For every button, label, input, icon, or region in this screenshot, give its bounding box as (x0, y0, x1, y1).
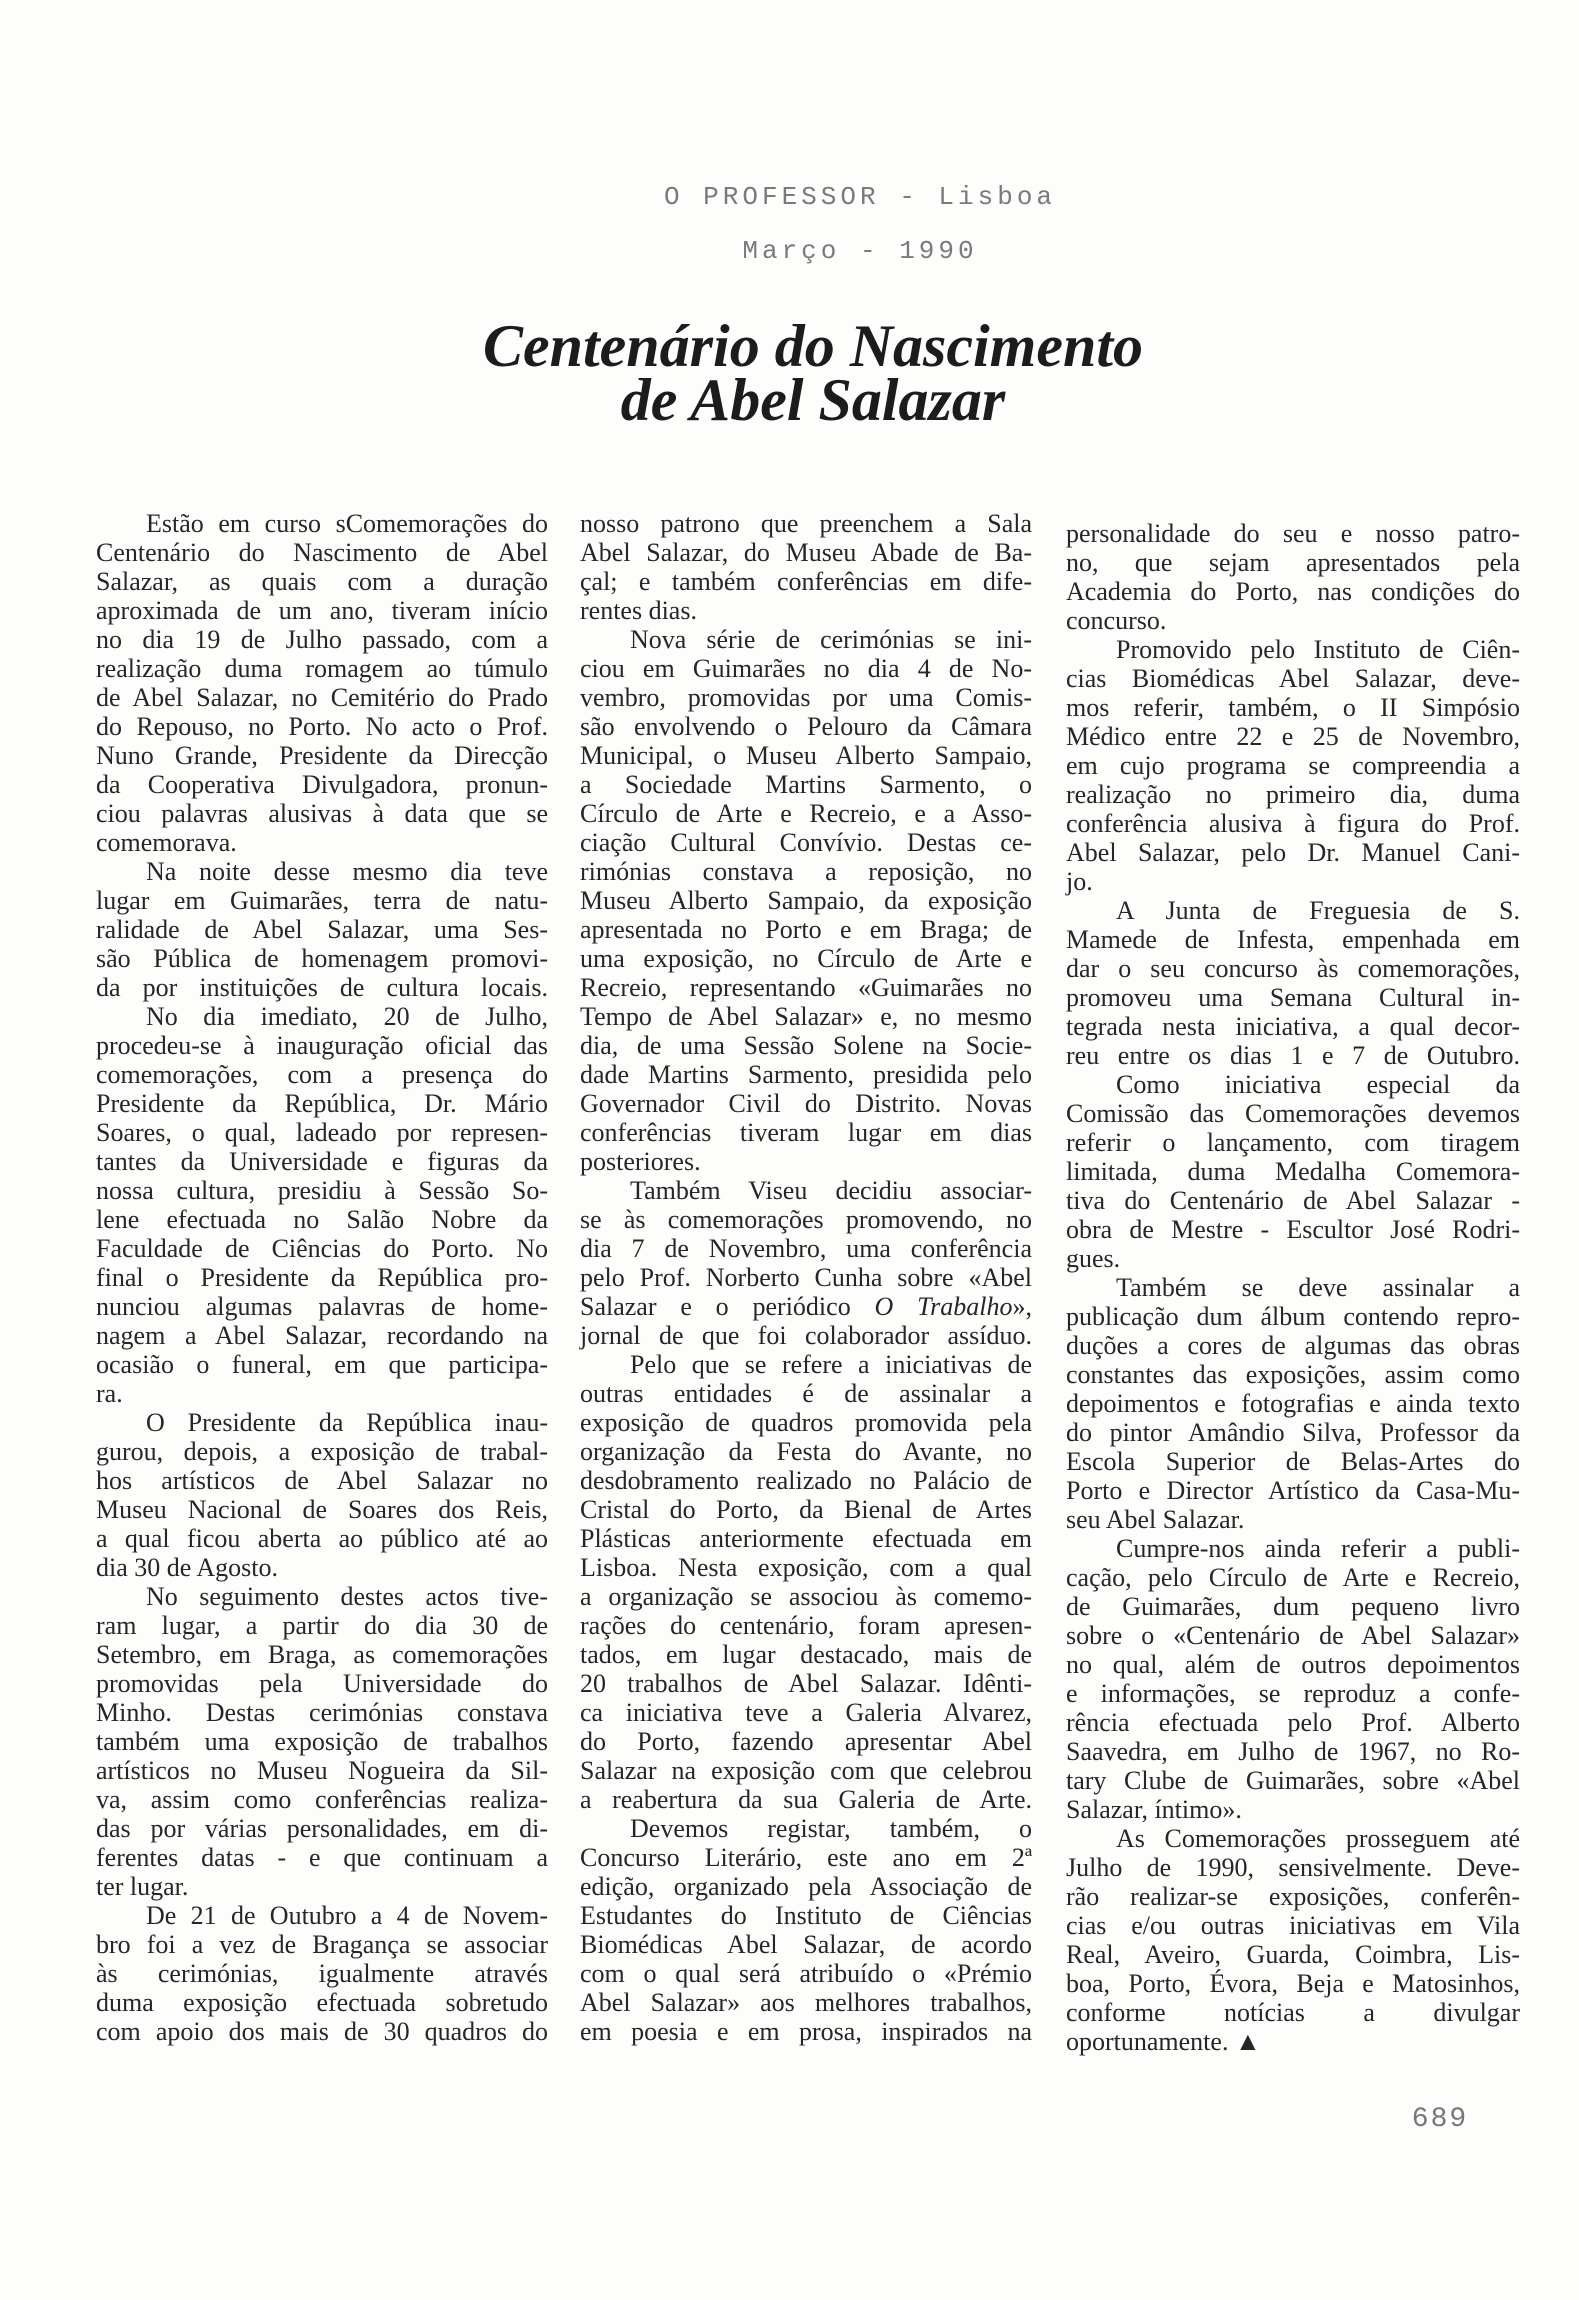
article-line: vembro, promovidas por uma Comis- (580, 683, 1032, 712)
article-line: tegrada nesta iniciativa, a qual decor- (1066, 1012, 1520, 1041)
article-line: com apoio dos mais de 30 quadros do (96, 2017, 548, 2046)
article-paragraph (1066, 1070, 1520, 1273)
article-line: Saavedra, em Julho de 1967, no Ro- (1066, 1737, 1520, 1766)
article-line: se às comemorações promovendo, no (580, 1205, 1032, 1234)
article-paragraph (580, 509, 1032, 625)
article-line: de Abel Salazar, no Cemitério do Prado (96, 683, 548, 712)
title-line-2: de Abel Salazar (620, 367, 1006, 433)
article-line: Plásticas anteriormente efectuada em (580, 1524, 1032, 1553)
article-line: às cerimónias, igualmente através (96, 1959, 548, 1988)
article-line: seu Abel Salazar. (1066, 1505, 1245, 1534)
article-line: da Cooperativa Divulgadora, pronun- (96, 770, 548, 799)
article-line: bro foi a vez de Bragança se associar (96, 1930, 548, 1959)
article-line: 20 trabalhos de Abel Salazar. Idênti- (580, 1669, 1032, 1698)
article-paragraph (96, 1408, 548, 1582)
article-line: comemorava. (96, 828, 237, 857)
article-line: Recreio, representando «Guimarães no (580, 973, 1032, 1002)
article-paragraph (96, 1901, 548, 2046)
article-line: a organização se associou às comemo- (580, 1582, 1032, 1611)
article-line: em poesia e em prosa, inspirados na (580, 2017, 1032, 2046)
article-line: Porto e Director Artístico da Casa-Mu- (1066, 1476, 1520, 1505)
article-line: ra. (96, 1379, 123, 1408)
article-line: gurou, depois, a exposição de trabal- (96, 1437, 548, 1466)
article-column-2 (580, 509, 1032, 2046)
article-line: são Pública de homenagem promovi- (96, 944, 548, 973)
article-line: conferência alusiva à figura do Prof. (1066, 809, 1520, 838)
article-line: ciação Cultural Convívio. Destas ce- (580, 828, 1032, 857)
article-line: lene efectuada no Salão Nobre da (96, 1205, 548, 1234)
article-line: duma exposição efectuada sobretudo (96, 1988, 548, 2017)
article-line: nossa cultura, presidiu à Sessão So- (96, 1176, 548, 1205)
article-line: çal; e também conferências em dife- (580, 567, 1032, 596)
article-line: Nova série de cerimónias se ini- (630, 625, 1032, 654)
article-line: procedeu-se à inauguração oficial das (96, 1031, 548, 1060)
article-line: também uma exposição de trabalhos (96, 1727, 548, 1756)
article-line: são envolvendo o Pelouro da Câmara (580, 712, 1032, 741)
article-line: nunciou algumas palavras de home- (96, 1292, 548, 1321)
article-line: das por várias personalidades, em di- (96, 1814, 548, 1843)
article-line: limitada, duma Medalha Comemora- (1066, 1157, 1520, 1186)
article-line: uma exposição, no Círculo de Arte e (580, 944, 1032, 973)
article-line: aproximada de um ano, tiveram início (96, 596, 548, 625)
article-line: oportunamente. ▲ (1066, 2027, 1261, 2056)
article-line: Como iniciativa especial da (1116, 1070, 1520, 1099)
article-line: No seguimento destes actos tive- (146, 1582, 548, 1611)
article-paragraph (96, 509, 548, 857)
article-line: Cumpre-nos ainda referir a publi- (1116, 1534, 1520, 1563)
article-line: desdobramento realizado no Palácio de (580, 1466, 1032, 1495)
article-line: pelo Prof. Norberto Cunha sobre «Abel (580, 1263, 1032, 1292)
article-line: mos referir, também, o II Simpósio (1066, 693, 1520, 722)
article-column-3 (1066, 519, 1520, 2056)
article-line: Também Viseu decidiu associar- (630, 1176, 1032, 1205)
article-line: com o qual será atribuído o «Prémio (580, 1959, 1032, 1988)
article-line: conferências tiveram lugar em dias (580, 1118, 1032, 1147)
article-line: Julho de 1990, sensivelmente. Deve- (1066, 1853, 1520, 1882)
article-line: rimónias constava a reposição, no (580, 857, 1032, 886)
article-line: Abel Salazar, do Museu Abade de Ba- (580, 538, 1032, 567)
article-line: concurso. (1066, 606, 1167, 635)
article-line: ram lugar, a partir do dia 30 de (96, 1611, 548, 1640)
article-paragraph (1066, 896, 1520, 1070)
article-line: Nuno Grande, Presidente da Direcção (96, 741, 548, 770)
article-line: Comissão das Comemorações devemos (1066, 1099, 1520, 1128)
article-line: da por instituições de cultura locais. (96, 973, 548, 1002)
article-line: ciou palavras alusivas à data que se (96, 799, 548, 828)
line-segment: », (1012, 1292, 1032, 1321)
article-line: realização duma romagem ao túmulo (96, 654, 548, 683)
article-line: exposição de quadros promovida pela (580, 1408, 1032, 1437)
article-line: obra de Mestre - Escultor José Rodri- (1066, 1215, 1520, 1244)
article-line: rão realizar-se exposições, conferên- (1066, 1882, 1520, 1911)
title-line-1: Centenário do Nascimento (482, 313, 1144, 379)
article-line: outras entidades é de assinalar a (580, 1379, 1032, 1408)
article-line: Na noite desse mesmo dia teve (146, 857, 548, 886)
article-line: depoimentos e fotografias e ainda texto (1066, 1389, 1520, 1418)
article-line: Círculo de Arte e Recreio, e a Asso- (580, 799, 1032, 828)
article-line: Faculdade de Ciências do Porto. No (96, 1234, 548, 1263)
article-line: referir o lançamento, com tiragem (1066, 1128, 1520, 1157)
article-line: jo. (1066, 867, 1093, 896)
article-paragraph (1066, 1824, 1520, 2056)
article-line: lugar em Guimarães, terra de natu- (96, 886, 548, 915)
article-line: As Comemorações prosseguem até (1116, 1824, 1520, 1853)
article-line: Salazar na exposição com que celebrou (580, 1756, 1032, 1785)
article-line: Cristal do Porto, da Bienal de Artes (580, 1495, 1032, 1524)
article-line: organização da Festa do Avante, no (580, 1437, 1032, 1466)
article-line: reu entre os dias 1 e 7 de Outubro. (1066, 1041, 1520, 1070)
article-line: Abel Salazar, pelo Dr. Manuel Cani- (1066, 838, 1520, 867)
italic-title: O Trabalho (874, 1292, 1013, 1321)
article-line: Abel Salazar» aos melhores trabalhos, (580, 1988, 1032, 2017)
article-line: ciou em Guimarães no dia 4 de No- (580, 654, 1032, 683)
article-line: final o Presidente da República pro- (96, 1263, 548, 1292)
article-line: Também se deve assinalar a (1116, 1273, 1520, 1302)
article-line: comemorações, com a presença do (96, 1060, 548, 1089)
article-line: Escola Superior de Belas-Artes do (1066, 1447, 1520, 1476)
article-line: Academia do Porto, nas condições do (1066, 577, 1520, 606)
article-line: Promovido pelo Instituto de Ciên- (1116, 635, 1520, 664)
article-line: promoveu uma Semana Cultural in- (1066, 983, 1520, 1012)
article-line: e informações, se reproduz a confe- (1066, 1679, 1520, 1708)
article-line: Estudantes do Instituto de Ciências (580, 1901, 1032, 1930)
article-line: a Sociedade Martins Sarmento, o (580, 770, 1032, 799)
article-line: rência efectuada pelo Prof. Alberto (1066, 1708, 1520, 1737)
article-line: Setembro, em Braga, as comemorações (96, 1640, 548, 1669)
article-line: Biomédicas Abel Salazar, de acordo (580, 1930, 1032, 1959)
article-line: cias e/ou outras iniciativas em Vila (1066, 1911, 1520, 1940)
article-line: no dia 19 de Julho passado, com a (96, 625, 548, 654)
article-line: Estão em curso sComemorações do (146, 509, 548, 538)
article-paragraph (580, 625, 1032, 1176)
article-paragraph (580, 1350, 1032, 1814)
article-line: Médico entre 22 e 25 de Novembro, (1066, 722, 1520, 751)
article-line: tiva do Centenário de Abel Salazar - (1066, 1186, 1520, 1215)
article-paragraph (96, 1002, 548, 1408)
article-line (580, 1292, 1032, 1321)
article-line: rações do centenário, foram apresen- (580, 1611, 1032, 1640)
article-line: Concurso Literário, este ano em 2ª (580, 1843, 1032, 1872)
article-line: Museu Alberto Sampaio, da exposição (580, 886, 1032, 915)
article-line: tary Clube de Guimarães, sobre «Abel (1066, 1766, 1520, 1795)
article-line: artísticos no Museu Nogueira da Sil- (96, 1756, 548, 1785)
article-line: Devemos registar, também, o (630, 1814, 1032, 1843)
article-paragraph (96, 1582, 548, 1901)
article-line: no, que sejam apresentados pela (1066, 548, 1520, 577)
article-line: De 21 de Outubro a 4 de Novem- (146, 1901, 548, 1930)
article-line: hos artísticos de Abel Salazar no (96, 1466, 548, 1495)
article-title (100, 313, 1526, 433)
article-line: gues. (1066, 1244, 1121, 1273)
article-paragraph (580, 1814, 1032, 2046)
article-paragraph (1066, 635, 1520, 896)
article-line: cias Biomédicas Abel Salazar, deve- (1066, 664, 1520, 693)
article-line: Minho. Destas cerimónias constava (96, 1698, 548, 1727)
article-line: do Repouso, no Porto. No acto o Prof. (96, 712, 548, 741)
article-paragraph (96, 857, 548, 1002)
article-line: ca iniciativa teve a Galeria Alvarez, (580, 1698, 1032, 1727)
article-line: Lisboa. Nesta exposição, com a qual (580, 1553, 1032, 1582)
article-line: boa, Porto, Évora, Beja e Matosinhos, (1066, 1969, 1520, 1998)
article-paragraph (580, 1176, 1032, 1350)
article-line: promovidas pela Universidade do (96, 1669, 548, 1698)
article-line: A Junta de Freguesia de S. (1116, 896, 1520, 925)
article-line: sobre o «Centenário de Abel Salazar» (1066, 1621, 1520, 1650)
article-paragraph (1066, 519, 1520, 635)
article-line: dia, de uma Sessão Solene na Socie- (580, 1031, 1032, 1060)
publication-header: O PROFESSOR - Lisboa (663, 182, 1057, 212)
article-line: No dia imediato, 20 de Julho, (146, 1002, 548, 1031)
article-line: Pelo que se refere a iniciativas de (630, 1350, 1032, 1379)
article-line: nosso patrono que preenchem a Sala (580, 509, 1032, 538)
article-line: publicação dum álbum contendo repro- (1066, 1302, 1520, 1331)
article-paragraph (1066, 1534, 1520, 1824)
article-line: duções a cores de algumas das obras (1066, 1331, 1520, 1360)
article-line: Soares, o qual, ladeado por represen- (96, 1118, 548, 1147)
article-line: Salazar, as quais com a duração (96, 567, 548, 596)
article-line: tados, em lugar destacado, mais de (580, 1640, 1032, 1669)
article-line: Centenário do Nascimento de Abel (96, 538, 548, 567)
article-line: de Guimarães, dum pequeno livro (1066, 1592, 1520, 1621)
article-line: dia 30 de Agosto. (96, 1553, 278, 1582)
article-line: Municipal, o Museu Alberto Sampaio, (580, 741, 1032, 770)
article-line: dar o seu concurso às comemorações, (1066, 954, 1520, 983)
article-line: Presidente da República, Dr. Mário (96, 1089, 548, 1118)
article-line: ferentes datas - e que continuam a (96, 1843, 548, 1872)
article-line: ralidade de Abel Salazar, uma Ses- (96, 915, 548, 944)
article-line: O Presidente da República inau- (146, 1408, 548, 1437)
issue-date: Março - 1990 (742, 236, 978, 266)
article-line: em cujo programa se compreendia a (1066, 751, 1520, 780)
article-line: dia 7 de Novembro, uma conferência (580, 1234, 1032, 1263)
article-paragraph (1066, 1273, 1520, 1534)
line-segment: Salazar e o periódico (580, 1292, 875, 1321)
article-line: no qual, além de outros depoimentos (1066, 1650, 1520, 1679)
article-column-1 (96, 509, 548, 2046)
article-line: Real, Aveiro, Guarda, Coimbra, Lis- (1066, 1940, 1520, 1969)
article-line: posteriores. (580, 1147, 701, 1176)
article-line: jornal de que foi colaborador assíduo. (580, 1321, 1032, 1350)
article-line: va, assim como conferências realiza- (96, 1785, 548, 1814)
article-line: realização no primeiro dia, duma (1066, 780, 1520, 809)
article-line: personalidade do seu e nosso patro- (1066, 519, 1520, 548)
article-line: a qual ficou aberta ao público até ao (96, 1524, 548, 1553)
article-line: ocasião o funeral, em que participa- (96, 1350, 548, 1379)
article-line: edição, organizado pela Associação de (580, 1872, 1032, 1901)
article-line: Salazar, íntimo». (1066, 1795, 1242, 1824)
article-line: constantes das exposições, assim como (1066, 1360, 1520, 1389)
article-line: do Porto, fazendo apresentar Abel (580, 1727, 1032, 1756)
article-line: rentes dias. (580, 596, 697, 625)
article-line: cação, pelo Círculo de Arte e Recreio, (1066, 1563, 1520, 1592)
article-line: do pintor Amândio Silva, Professor da (1066, 1418, 1520, 1447)
article-line: Museu Nacional de Soares dos Reis, (96, 1495, 548, 1524)
article-line: Mamede de Infesta, empenhada em (1066, 925, 1520, 954)
article-line: tantes da Universidade e figuras da (96, 1147, 548, 1176)
article-line: nagem a Abel Salazar, recordando na (96, 1321, 548, 1350)
article-line: Governador Civil do Distrito. Novas (580, 1089, 1032, 1118)
article-line: ter lugar. (96, 1872, 189, 1901)
article-line: Tempo de Abel Salazar» e, no mesmo (580, 1002, 1032, 1031)
article-line: apresentada no Porto e em Braga; de (580, 915, 1032, 944)
article-line: conforme notícias a divulgar (1066, 1998, 1520, 2027)
page-number: 689 (1411, 2104, 1469, 2135)
article-line: dade Martins Sarmento, presidida pelo (580, 1060, 1032, 1089)
article-line: a reabertura da sua Galeria de Arte. (580, 1785, 1032, 1814)
